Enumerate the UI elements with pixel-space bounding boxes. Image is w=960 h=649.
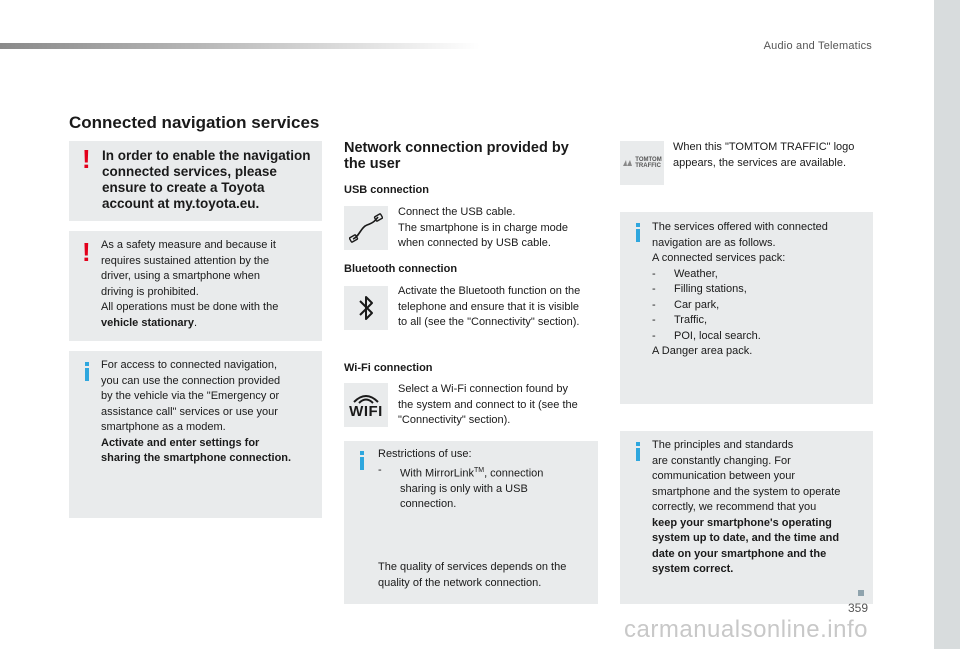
warning-account-box [69,141,322,221]
section-title: Audio and Telematics [763,40,872,52]
list-item: - POI, local search. [652,329,870,345]
usb-cable-icon [344,206,388,250]
tomtom-traffic-logo: TOMTOM TRAFFIC [620,141,664,185]
list-item: - Car park, [652,298,870,314]
side-strip [934,0,960,649]
info-access-box [69,351,322,518]
page-number: 359 [847,601,868,615]
warning-icon: ! [82,144,91,174]
quality-text: The quality of services depends on the quality of the network connection. [378,561,567,589]
safety-text: As a safety measure and because it requires sustained attention by the driver, using a smartphone when driving is prohibited. All operations must be done with the vehicle stationary. [101,239,279,329]
principles-text: The principles and standards are constantly changing. For communication between your smartphone and the system to operate correctly, we recommend that you keep your smartphone's operating system up to date, and the time and date on your smartphone and the system correct. [652,439,841,575]
restrictions-box [344,441,598,604]
wifi-icon [344,383,388,427]
wifi-text: Select a Wi-Fi connection found by the system and connect to it (see the "Connectivity" section). [398,383,578,426]
next-page-icon [858,590,864,596]
tomtom-text: When this "TOMTOM TRAFFIC" logo appears, the services are available. [673,141,855,169]
page-title: Connected navigation services [69,113,320,132]
services-text: The services offered with connected navigation are as follows. A connected services pack: - Weather, - Filling stations, - Car park, - Traffic, - POI, local search. A Danger area pack. [652,220,870,360]
network-connection-title: Network connection provided by the user [344,140,569,172]
bluetooth-title: Bluetooth connection [344,263,458,275]
vehicle-stationary-text: vehicle stationary [101,316,194,329]
header-gradient-bar [0,43,480,49]
usb-text: Connect the USB cable. The smartphone is in charge mode when connected by USB cable. [398,206,568,249]
list-item: - Weather, [652,267,870,283]
access-text: For access to connected navigation, you can use the connection provided by the vehicle via the "Emergency or assistance call" services or use your smartphone as a modem. Activate and enter settings for sharing the smartphone connection. [101,359,292,464]
services-list [652,267,870,345]
list-item: - Traffic, [652,313,870,329]
principles-box [620,431,873,604]
warning-safety-box [69,231,322,341]
wifi-icon-label: WIFI [349,402,383,420]
warning-icon: ! [82,237,91,267]
restrictions-text: Restrictions of use: - With MirrorLink™, connection sharing is only with a USB connection. [378,448,544,511]
bluetooth-text: Activate the Bluetooth function on the telephone and ensure that it is visible to all (see the "Connectivity" section). [398,285,581,328]
wifi-title: Wi-Fi connection [344,362,433,374]
list-item: - Filling stations, [652,282,870,298]
services-box [620,212,873,404]
bluetooth-icon [344,286,388,330]
usb-title: USB connection [344,184,429,196]
warning-account-text: In order to enable the navigation connected services, please ensure to create a Toyota account at my.toyota.eu. [102,148,311,211]
watermark: carmanualsonline.info [624,616,868,643]
